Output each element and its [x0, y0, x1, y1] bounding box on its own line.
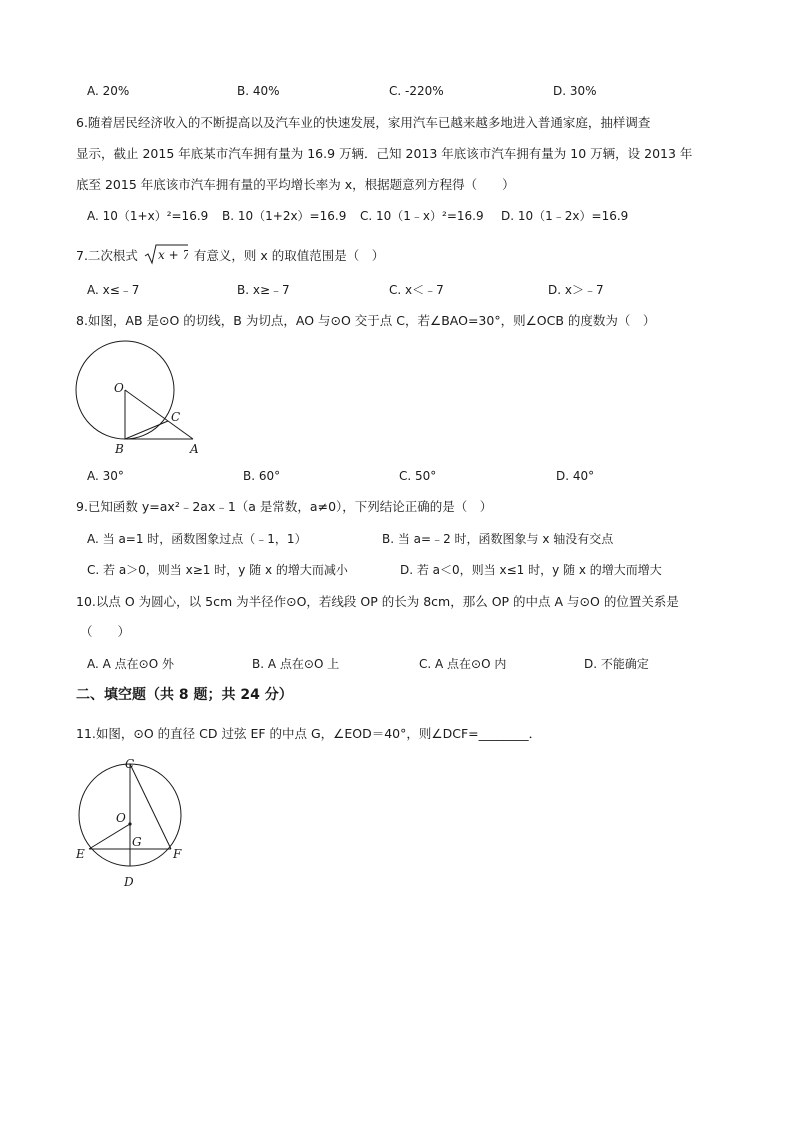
q5-option-c: C. -220%: [389, 84, 444, 98]
q7-option-d: D. x＞﹣7: [548, 283, 604, 297]
q8-question: 8.如图，AB 是⊙O 的切线，B 为切点，AO 与⊙O 交于点 C，若∠BAO=30°，则∠OCB 的度数为（ ）: [76, 313, 656, 328]
q5-option-b: B. 40%: [237, 84, 280, 98]
q9-option-b: B. 当 a=﹣2 时，函数图象与 x 轴没有交点: [382, 532, 614, 546]
q7-option-a: A. x≤﹣7: [87, 283, 140, 297]
q6-option-a: A. 10（1+x）²=16.9: [87, 209, 209, 223]
q11-circle-chord-figure: [70, 752, 194, 892]
q6-line-2: 显示，截止 2015 年底某市汽车拥有量为 16.9 万辆．己知 2013 年底该市汽车拥有量为 10 万辆，设 2013 年: [76, 146, 693, 161]
q7-question: [76, 243, 384, 270]
q8-option-a: A. 30°: [87, 469, 124, 483]
section-fill-in-blank-heading: 二、填空题（共 8 题；共 24 分）: [76, 687, 293, 703]
q6-line-3: 底至 2015 年底该市汽车拥有量的平均增长率为 x，根据题意列方程得（ ）: [76, 177, 515, 192]
label-f: F: [173, 847, 182, 861]
q6-option-b: B. 10（1+2x）=16.9: [222, 209, 347, 223]
q10-option-d: D. 不能确定: [584, 657, 649, 671]
q5-option-d: D. 30%: [553, 84, 597, 98]
label-b: B: [115, 442, 124, 456]
sqrt-expression: [144, 243, 188, 270]
q9-option-d: D. 若 a＜0，则当 x≤1 时，y 随 x 的增大而增大: [400, 563, 662, 577]
segment-oe: [89, 824, 130, 849]
label-o: O: [114, 381, 124, 395]
q9-question: 9.已知函数 y=ax²﹣2ax﹣1（a 是常数，a≠0），下列结论正确的是（ ）: [76, 499, 493, 514]
q8-circle-tangent-figure: [70, 335, 210, 461]
label-c: C: [171, 410, 181, 424]
q8-option-b: B. 60°: [243, 469, 281, 483]
label-g: G: [132, 835, 142, 849]
q6-line-1: 6.随着居民经济收入的不断提高以及汽车业的快速发展，家用汽车已越来越多地进入普通家庭，抽样调查: [76, 115, 651, 130]
label-d: D: [124, 875, 134, 889]
label-c: C: [125, 757, 135, 771]
q6-option-c: C. 10（1﹣x）²=16.9: [360, 209, 484, 223]
segment-oa: [125, 390, 193, 439]
q5-option-a: A. 20%: [87, 84, 130, 98]
q9-option-a: A. 当 a=1 时，函数图象过点（﹣1，1）: [87, 532, 307, 546]
radicand: x + 7: [157, 248, 188, 262]
q9-option-c: C. 若 a＞0，则当 x≥1 时，y 随 x 的增大而减小: [87, 563, 348, 577]
center-point: [128, 822, 131, 825]
label-a: A: [190, 442, 199, 456]
segment-bc: [125, 421, 168, 439]
q7-option-c: C. x＜﹣7: [389, 283, 444, 297]
q10-option-c: C. A 点在⊙O 内: [419, 657, 507, 671]
q10-line-2: （ ）: [80, 624, 131, 639]
label-o: O: [116, 811, 126, 825]
label-e: E: [76, 847, 85, 861]
q7-suffix: 有意义，则 x 的取值范围是（ ）: [193, 248, 385, 263]
q6-option-d: D. 10（1﹣2x）=16.9: [501, 209, 629, 223]
q11-question: 11.如图，⊙O 的直径 CD 过弦 EF 的中点 G，∠EOD＝40°，则∠DCF=________．: [76, 726, 542, 741]
q7-prefix: 7.二次根式: [76, 248, 138, 263]
radical-sign-icon: [144, 243, 188, 265]
q10-line-1: 10.以点 O 为圆心，以 5cm 为半径作⊙O，若线段 OP 的长为 8cm，那么 OP 的中点 A 与⊙O 的位置关系是: [76, 594, 679, 609]
q7-option-b: B. x≥﹣7: [237, 283, 290, 297]
q8-option-c: C. 50°: [399, 469, 437, 483]
q10-option-a: A. A 点在⊙O 外: [87, 657, 174, 671]
q10-option-b: B. A 点在⊙O 上: [252, 657, 340, 671]
q8-option-d: D. 40°: [556, 469, 595, 483]
